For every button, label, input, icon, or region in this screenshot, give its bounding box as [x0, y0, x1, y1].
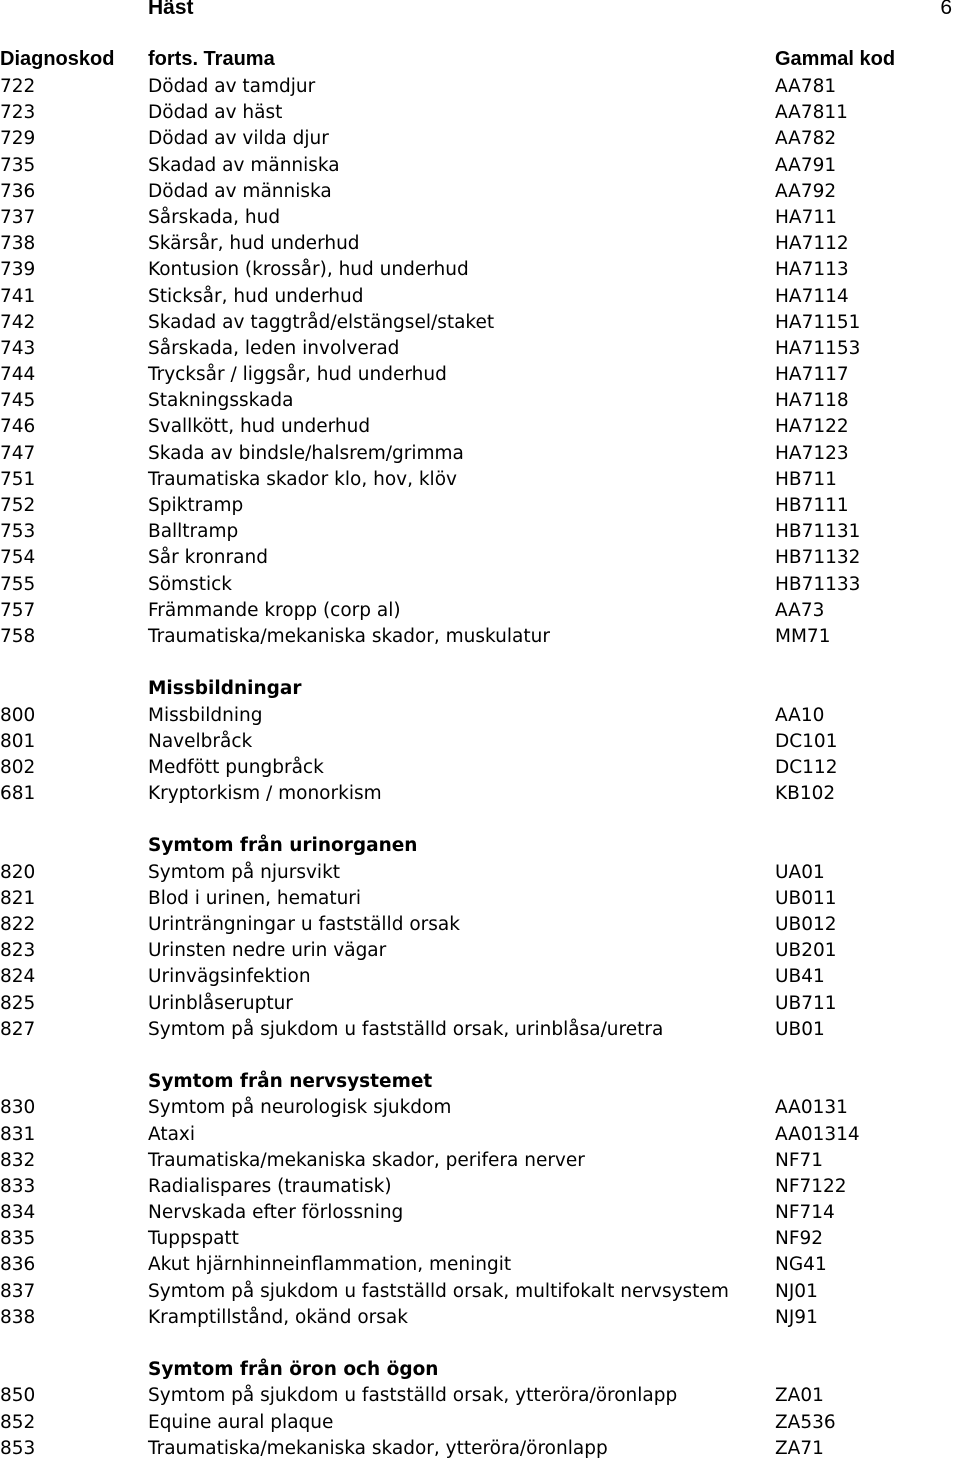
diagnosis-code: 835 [0, 1228, 36, 1250]
diagnosis-description: Dödad av vilda djur [148, 128, 329, 150]
diagnosis-description: Sömstick [148, 573, 232, 595]
old-code: AA781 [775, 76, 837, 97]
old-code: HB71132 [775, 547, 861, 569]
table-row [0, 74, 960, 100]
section-title-text: Symtom från nervsystemet [148, 1071, 433, 1093]
diagnosis-description: Främmande kropp (corp al) [148, 599, 401, 621]
diagnosis-code: 830 [0, 1097, 36, 1119]
diagnosis-description: Sårskada, leden involverad [148, 337, 400, 359]
diagnosis-description: Blod i urinen, hematuri [148, 887, 362, 909]
diagnosis-code: 741 [0, 285, 36, 307]
diagnosis-code: 838 [0, 1306, 36, 1328]
old-code: UB41 [775, 966, 825, 988]
table-row [0, 781, 960, 807]
diagnosis-code: 751 [0, 468, 36, 490]
old-code: AA791 [775, 154, 837, 176]
diagnosis-code: 800 [0, 704, 36, 726]
old-code: AA0131 [775, 1097, 848, 1119]
diagnosis-description: Traumatiska/mekaniska skador, muskulatur [148, 625, 550, 647]
page-number: 6 [940, 0, 952, 19]
table-row [0, 886, 960, 912]
diagnosis-code: 837 [0, 1280, 36, 1302]
old-code: HB71131 [775, 521, 861, 543]
section-title [0, 676, 960, 702]
diagnosis-description: Skadad av människa [148, 154, 340, 176]
diagnosis-description: Stakningsskada [148, 390, 294, 412]
table-row [0, 1148, 960, 1174]
diagnosis-description: Urinträngningar u fastställd orsak [148, 914, 460, 935]
diagnosis-description: Kontusion (krossår), hud underhud [148, 259, 469, 281]
table-row [0, 1436, 960, 1462]
diagnosis-description: Dödad av tamdjur [148, 76, 316, 97]
diagnosis-code: 736 [0, 180, 36, 202]
diagnosis-description: Traumatiska/mekaniska skador, perifera nerver [148, 1149, 585, 1171]
old-code: UB201 [775, 940, 837, 962]
table-row [0, 257, 960, 283]
old-code: HB71133 [775, 573, 861, 595]
table-row [0, 100, 960, 126]
column-header-row [0, 48, 960, 74]
section-title-text: Missbildningar [148, 678, 302, 700]
column-header-gammal-kod: Gammal kod [775, 48, 896, 70]
diagnosis-code: 852 [0, 1411, 36, 1433]
old-code: NF714 [775, 1202, 835, 1224]
diagnosis-description: Akut hjärnhinneinflammation, meningit [148, 1254, 512, 1276]
table-row [0, 703, 960, 729]
diagnosis-code: 735 [0, 154, 36, 176]
diagnosis-description: Dödad av häst [148, 102, 283, 124]
old-code: NF92 [775, 1228, 824, 1250]
table-row [0, 938, 960, 964]
section-spacer [0, 650, 960, 676]
section-spacer [0, 1043, 960, 1069]
table-row [0, 336, 960, 362]
diagnosis-code: 831 [0, 1123, 36, 1145]
old-code: ZA01 [775, 1385, 824, 1407]
diagnosis-description: Symtom på sjukdom u fastställd orsak, urinblåsa/uretra [148, 1018, 664, 1040]
table-row [0, 964, 960, 990]
diagnosis-description: Medfött pungbråck [148, 756, 324, 778]
diagnosis-code: 722 [0, 76, 36, 97]
diagnosis-description: Skärsår, hud underhud [148, 233, 360, 255]
diagnosis-description: Sticksår, hud underhud [148, 285, 364, 307]
section-spacer [0, 807, 960, 833]
old-code: AA792 [775, 180, 837, 202]
old-code: DC112 [775, 756, 838, 778]
diagnosis-description: Equine aural plaque [148, 1411, 334, 1433]
table-row [0, 284, 960, 310]
table-row [0, 493, 960, 519]
diagnosis-code: 753 [0, 521, 36, 543]
old-code: DC101 [775, 730, 838, 752]
old-code: NJ01 [775, 1280, 818, 1302]
column-header-diagnoskod: Diagnoskod [0, 48, 115, 70]
old-code: AA01314 [775, 1123, 860, 1145]
diagnosis-description: Symtom på sjukdom u fastställd orsak, ytteröra/öronlapp [148, 1385, 678, 1407]
old-code: UB011 [775, 887, 837, 909]
diagnosis-description: Sår kronrand [148, 547, 268, 569]
diagnosis-code: 752 [0, 495, 36, 516]
old-code: HA7113 [775, 259, 849, 281]
diagnosis-code: 853 [0, 1437, 36, 1459]
diagnosis-code: 747 [0, 442, 36, 464]
old-code: HA71151 [775, 311, 861, 333]
diagnosis-code: 801 [0, 730, 36, 752]
old-code: NF71 [775, 1149, 824, 1171]
table-row [0, 231, 960, 257]
old-code: ZA536 [775, 1411, 836, 1433]
old-code: HA7123 [775, 442, 849, 464]
table-row [0, 755, 960, 781]
table-row [0, 519, 960, 545]
old-code: HB7111 [775, 495, 849, 516]
table-row [0, 153, 960, 179]
table-row [0, 860, 960, 886]
old-code: AA7811 [775, 102, 848, 124]
table-row [0, 1017, 960, 1043]
old-code: NG41 [775, 1254, 827, 1276]
diagnosis-code: 723 [0, 102, 36, 124]
old-code: UB711 [775, 992, 837, 1014]
diagnosis-description: Balltramp [148, 521, 239, 543]
diagnosis-description: Missbildning [148, 704, 263, 726]
old-code: ZA71 [775, 1437, 824, 1459]
diagnosis-code: 832 [0, 1149, 36, 1171]
old-code: AA782 [775, 128, 837, 150]
diagnosis-code: 758 [0, 625, 36, 647]
diagnosis-description: Navelbråck [148, 730, 253, 752]
page-title: Häst [148, 0, 194, 19]
table-row [0, 572, 960, 598]
table-row [0, 1095, 960, 1121]
table-row [0, 1410, 960, 1436]
diagnosis-description: Ataxi [148, 1123, 196, 1145]
table-row [0, 545, 960, 571]
table-row [0, 126, 960, 152]
table-row [0, 388, 960, 414]
table-row [0, 1122, 960, 1148]
diagnosis-code-list [0, 74, 960, 1462]
diagnosis-description: Symtom på neurologisk sjukdom [148, 1097, 452, 1119]
diagnosis-description: Symtom på sjukdom u fastställd orsak, multifokalt nervsystem [148, 1280, 729, 1302]
diagnosis-code: 821 [0, 887, 36, 909]
diagnosis-description: Sårskada, hud [148, 206, 281, 228]
table-row [0, 729, 960, 755]
table-row [0, 1383, 960, 1409]
table-row [0, 1174, 960, 1200]
diagnosis-code: 827 [0, 1018, 36, 1040]
diagnosis-code: 757 [0, 599, 36, 621]
table-row [0, 1252, 960, 1278]
section-title [0, 1357, 960, 1383]
diagnosis-description: Svallkött, hud underhud [148, 416, 371, 438]
table-row [0, 1305, 960, 1331]
diagnosis-code: 823 [0, 940, 36, 962]
diagnosis-description: Skadad av taggtråd/elstängsel/staket [148, 311, 495, 333]
diagnosis-description: Trycksår / liggsår, hud underhud [148, 364, 447, 386]
old-code: UB01 [775, 1018, 825, 1040]
diagnosis-code: 745 [0, 390, 36, 412]
page-header [0, 0, 960, 26]
section-title [0, 833, 960, 859]
table-row [0, 205, 960, 231]
old-code: HA7114 [775, 285, 849, 307]
old-code: UA01 [775, 861, 825, 883]
table-row [0, 362, 960, 388]
table-row [0, 991, 960, 1017]
diagnosis-code: 739 [0, 259, 36, 281]
diagnosis-description: Dödad av människa [148, 180, 332, 202]
section-title-text: Symtom från urinorganen [148, 835, 418, 857]
old-code: NF7122 [775, 1175, 847, 1197]
diagnosis-code: 755 [0, 573, 36, 595]
diagnosis-description: Urinblåseruptur [148, 992, 293, 1014]
diagnosis-code: 737 [0, 206, 36, 228]
old-code: MM71 [775, 625, 831, 647]
section-spacer [0, 1331, 960, 1357]
old-code: HA71153 [775, 337, 861, 359]
old-code: HA7117 [775, 364, 849, 386]
diagnosis-description: Urinvägsinfektion [148, 966, 311, 988]
table-row [0, 414, 960, 440]
diagnosis-description: Kramptillstånd, okänd orsak [148, 1306, 408, 1328]
old-code: NJ91 [775, 1306, 818, 1328]
column-header-description: forts. Trauma [148, 48, 275, 70]
section-title [0, 1069, 960, 1095]
diagnosis-code: 820 [0, 861, 36, 883]
table-row [0, 1279, 960, 1305]
table-row [0, 179, 960, 205]
diagnosis-code: 738 [0, 233, 36, 255]
old-code: HA7122 [775, 416, 849, 438]
old-code: HB711 [775, 468, 837, 490]
old-code: HA7112 [775, 233, 849, 255]
table-row [0, 310, 960, 336]
section-title-text: Symtom från öron och ögon [148, 1359, 439, 1381]
table-row [0, 598, 960, 624]
diagnosis-description: Spiktramp [148, 495, 244, 516]
diagnosis-code: 743 [0, 337, 36, 359]
table-row [0, 624, 960, 650]
diagnosis-code: 729 [0, 128, 36, 150]
diagnosis-code: 834 [0, 1202, 36, 1224]
diagnosis-code: 681 [0, 783, 36, 805]
diagnosis-code: 746 [0, 416, 36, 438]
diagnosis-code: 825 [0, 992, 36, 1014]
diagnosis-code: 850 [0, 1385, 36, 1407]
old-code: AA10 [775, 704, 825, 726]
diagnosis-code: 754 [0, 547, 36, 569]
diagnosis-description: Kryptorkism / monorkism [148, 783, 382, 805]
table-row [0, 441, 960, 467]
diagnosis-description: Nervskada efter förlossning [148, 1202, 404, 1224]
old-code: UB012 [775, 914, 837, 935]
diagnosis-description: Urinsten nedre urin vägar [148, 940, 387, 962]
diagnosis-code: 802 [0, 756, 36, 778]
old-code: AA73 [775, 599, 825, 621]
diagnosis-code: 824 [0, 966, 36, 988]
old-code: KB102 [775, 783, 836, 805]
diagnosis-code: 744 [0, 364, 36, 386]
old-code: HA711 [775, 206, 837, 228]
table-row [0, 1200, 960, 1226]
table-row [0, 912, 960, 938]
diagnosis-description: Radialispares (traumatisk) [148, 1175, 392, 1197]
diagnosis-description: Traumatiska skador klo, hov, klöv [148, 468, 457, 490]
diagnosis-code: 833 [0, 1175, 36, 1197]
diagnosis-code: 742 [0, 311, 36, 333]
diagnosis-description: Symtom på njursvikt [148, 861, 341, 883]
diagnosis-description: Tuppspatt [148, 1228, 239, 1250]
table-row [0, 467, 960, 493]
diagnosis-code: 822 [0, 914, 36, 935]
diagnosis-description: Skada av bindsle/halsrem/grimma [148, 442, 464, 464]
diagnosis-description: Traumatiska/mekaniska skador, ytteröra/öronlapp [148, 1437, 608, 1459]
diagnosis-code: 836 [0, 1254, 36, 1276]
table-row [0, 1226, 960, 1252]
old-code: HA7118 [775, 390, 849, 412]
